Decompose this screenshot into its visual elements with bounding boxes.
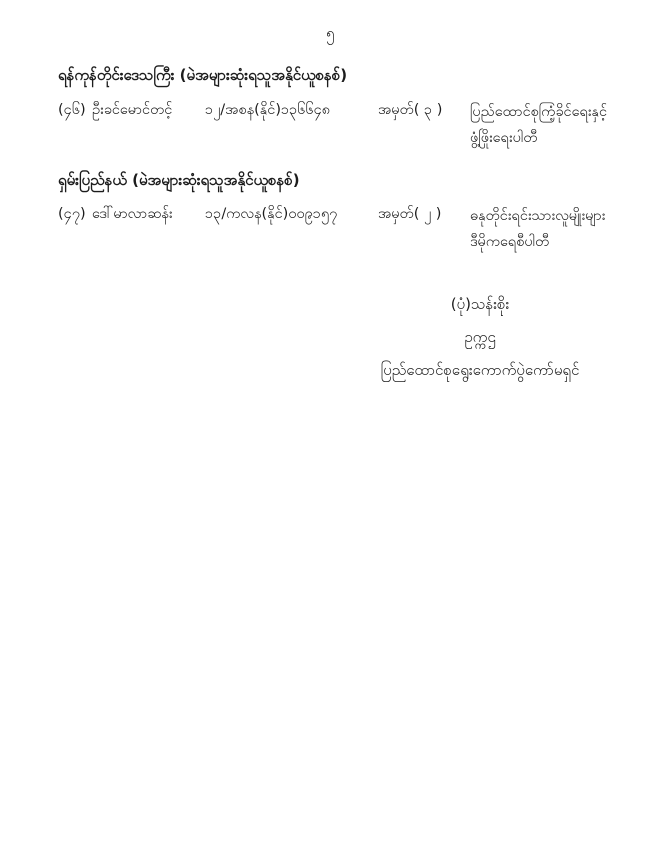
signatory-organization: ပြည်ထောင်စုရွေးကောက်ပွဲကော်မရှင်: [380, 361, 580, 379]
candidate-party-line1: ဓနုတိုင်းရင်းသားလူမျိုးများ: [470, 208, 606, 225]
candidate-party-line2: ဒီမိုကရေစီပါတီ: [470, 234, 550, 251]
candidate-serial: (၄၆): [58, 101, 86, 118]
candidate-party-line2: ဖွံ့ဖြိုးရေးပါတီ: [470, 129, 538, 146]
candidate-row-46: [58, 99, 631, 151]
signature-block: [325, 288, 635, 387]
candidate-party: [470, 99, 631, 151]
section-heading-yangon: ရန်ကုန်တိုင်းဒေသကြီး (မဲအများဆုံးရသူအနိုင်ယူစနစ်): [58, 66, 348, 84]
section-yangon: [0, 64, 661, 151]
section-heading-shan: ရှမ်းပြည်နယ် (မဲအများဆုံးရသူအနိုင်ယူစနစ်): [58, 170, 300, 189]
candidate-nrc-number: ၁၃/ကလန(နိုင်)၀၀၉၁၅၇: [205, 206, 338, 223]
signatory-name: (ပုံ)သန်းစိုး: [450, 295, 510, 313]
candidate-seat-number: အမှတ်( ၂ ): [378, 206, 442, 223]
candidate-name: ဒေါ်မာလာဆန်း: [92, 206, 173, 223]
candidate-party: [470, 203, 631, 255]
signatory-title: ဥက္ကဌ: [464, 328, 496, 346]
candidate-serial: (၄၇): [58, 206, 86, 223]
section-shan: [0, 169, 661, 256]
candidate-name: ဦးခင်မောင်တင့်: [92, 101, 173, 118]
candidate-seat-number: အမှတ်( ၃ ): [378, 101, 443, 118]
candidate-party-line1: ပြည်ထောင်စုကြံ့ခိုင်ရေးနှင့်: [470, 103, 608, 120]
page-number: ၅: [326, 24, 335, 42]
candidate-row-47: [58, 203, 631, 255]
candidate-nrc-number: ၁၂/အစန(နိုင်)၁၃၆၆၄၈: [205, 101, 331, 118]
